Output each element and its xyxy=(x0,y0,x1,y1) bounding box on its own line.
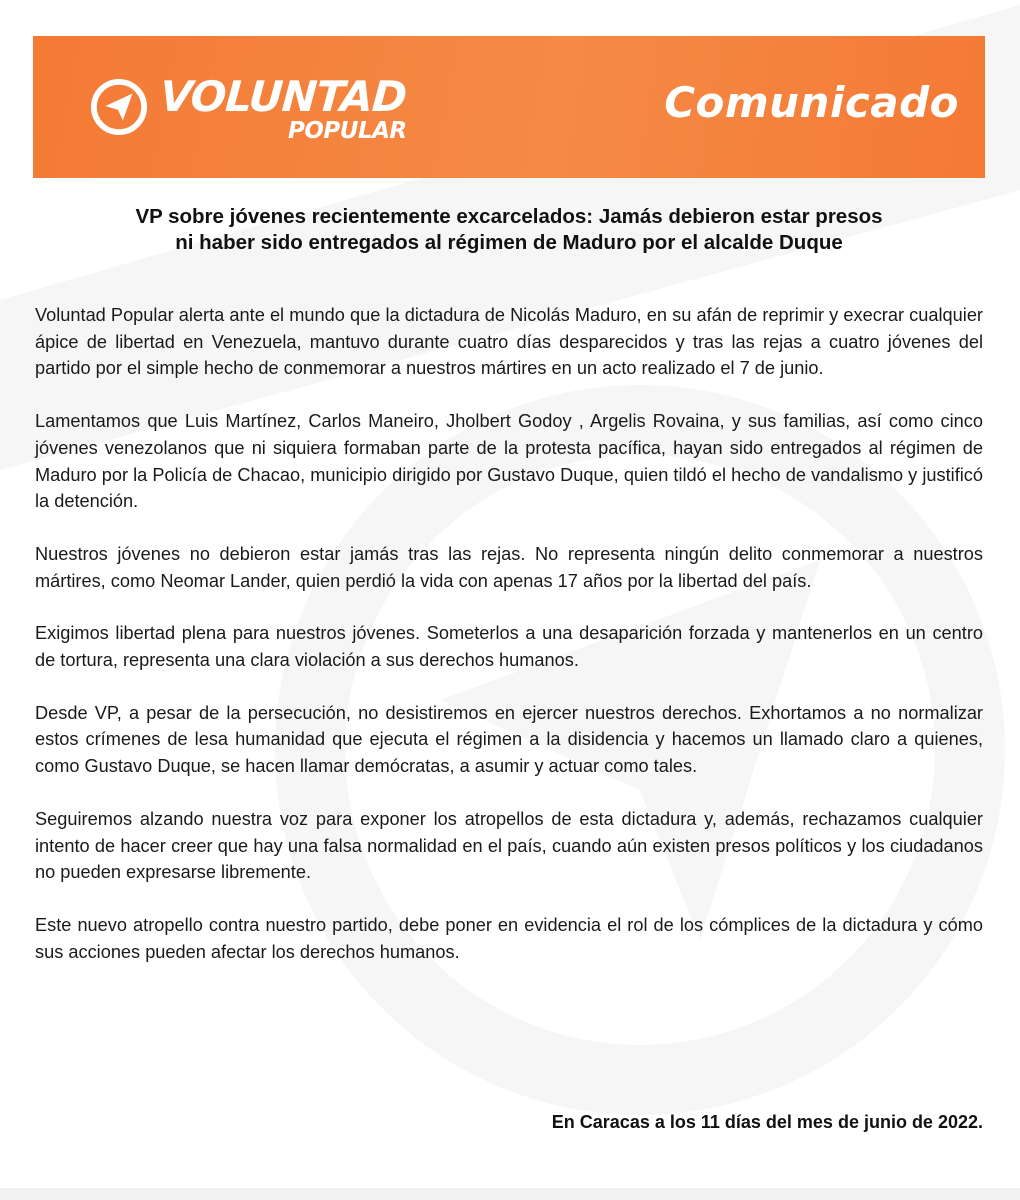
headline xyxy=(35,204,983,256)
paragraph-3: Nuestros jóvenes no debieron estar jamás tras las rejas. No representa ningún delito conmemorar a nuestros mártires, como Neomar Lander, quien perdió la vida con apenas 17 años por la libertad del país. xyxy=(35,543,983,591)
paragraph-7: Este nuevo atropello contra nuestro partido, debe poner en evidencia el rol de los cómplices de la dictadura y cómo sus acciones pueden afectar los derechos humanos. xyxy=(35,914,983,962)
footer-strip xyxy=(0,1188,1020,1200)
header-banner xyxy=(33,36,985,178)
paper-plane-logo-icon xyxy=(90,78,148,136)
logo-wordmark: VOLUNTAD xyxy=(158,72,408,121)
logo-subtitle: POPULAR xyxy=(288,118,407,144)
signoff-date: En Caracas a los 11 días del mes de junio de 2022. xyxy=(551,1112,983,1132)
headline-line-1: VP sobre jóvenes recientemente excarcelados: Jamás debieron estar presos xyxy=(135,205,883,228)
paragraph-6: Seguiremos alzando nuestra voz para exponer los atropellos de esta dictadura y, además, rechazamos cualquier intento de hacer creer que hay una falsa normalidad en el país, cuando aún existen presos políticos y los ciudadanos no pueden expresarse libremente. xyxy=(35,808,983,883)
paragraph-2: Lamentamos que Luis Martínez, Carlos Maneiro, Jholbert Godoy , Argelis Rovaina, y sus familias, así como cinco jóvenes venezolanos que ni siquiera formaban parte de la protesta pacífica, hayan sido entregados al régimen de Maduro por la Policía de Chacao, municipio dirigido por Gustavo Duque, quien tildó el hecho de vandalismo y justificó la detención. xyxy=(35,411,983,512)
paragraph-1: Voluntad Popular alerta ante el mundo que la dictadura de Nicolás Maduro, en su afán de reprimir y execrar cualquier ápice de libertad en Venezuela, mantuvo durante cuatro días desparecidos y tras las rejas a cuatro jóvenes del partido por el simple hecho de conmemorar a nuestros mártires en un acto realizado el 7 de junio. xyxy=(35,305,983,379)
paragraph-4: Exigimos libertad plena para nuestros jóvenes. Someterlos a una desaparición forzada y mantenerlos en un centro de tortura, representa una clara violación a sus derechos humanos. xyxy=(35,623,983,671)
paragraph-5: Desde VP, a pesar de la persecución, no desistiremos en ejercer nuestros derechos. Exhortamos a no normalizar estos crímenes de lesa humanidad que ejecuta el régimen a la disidencia y hacemos un llamado claro a quienes, como Gustavo Duque, se hacen llamar demócratas, a asumir y actuar como tales. xyxy=(35,702,983,777)
headline-line-2: ni haber sido entregados al régimen de Maduro por el alcalde Duque xyxy=(175,231,843,254)
body-text xyxy=(35,302,983,965)
banner-title: Comunicado xyxy=(664,78,959,127)
document-content xyxy=(35,204,983,991)
